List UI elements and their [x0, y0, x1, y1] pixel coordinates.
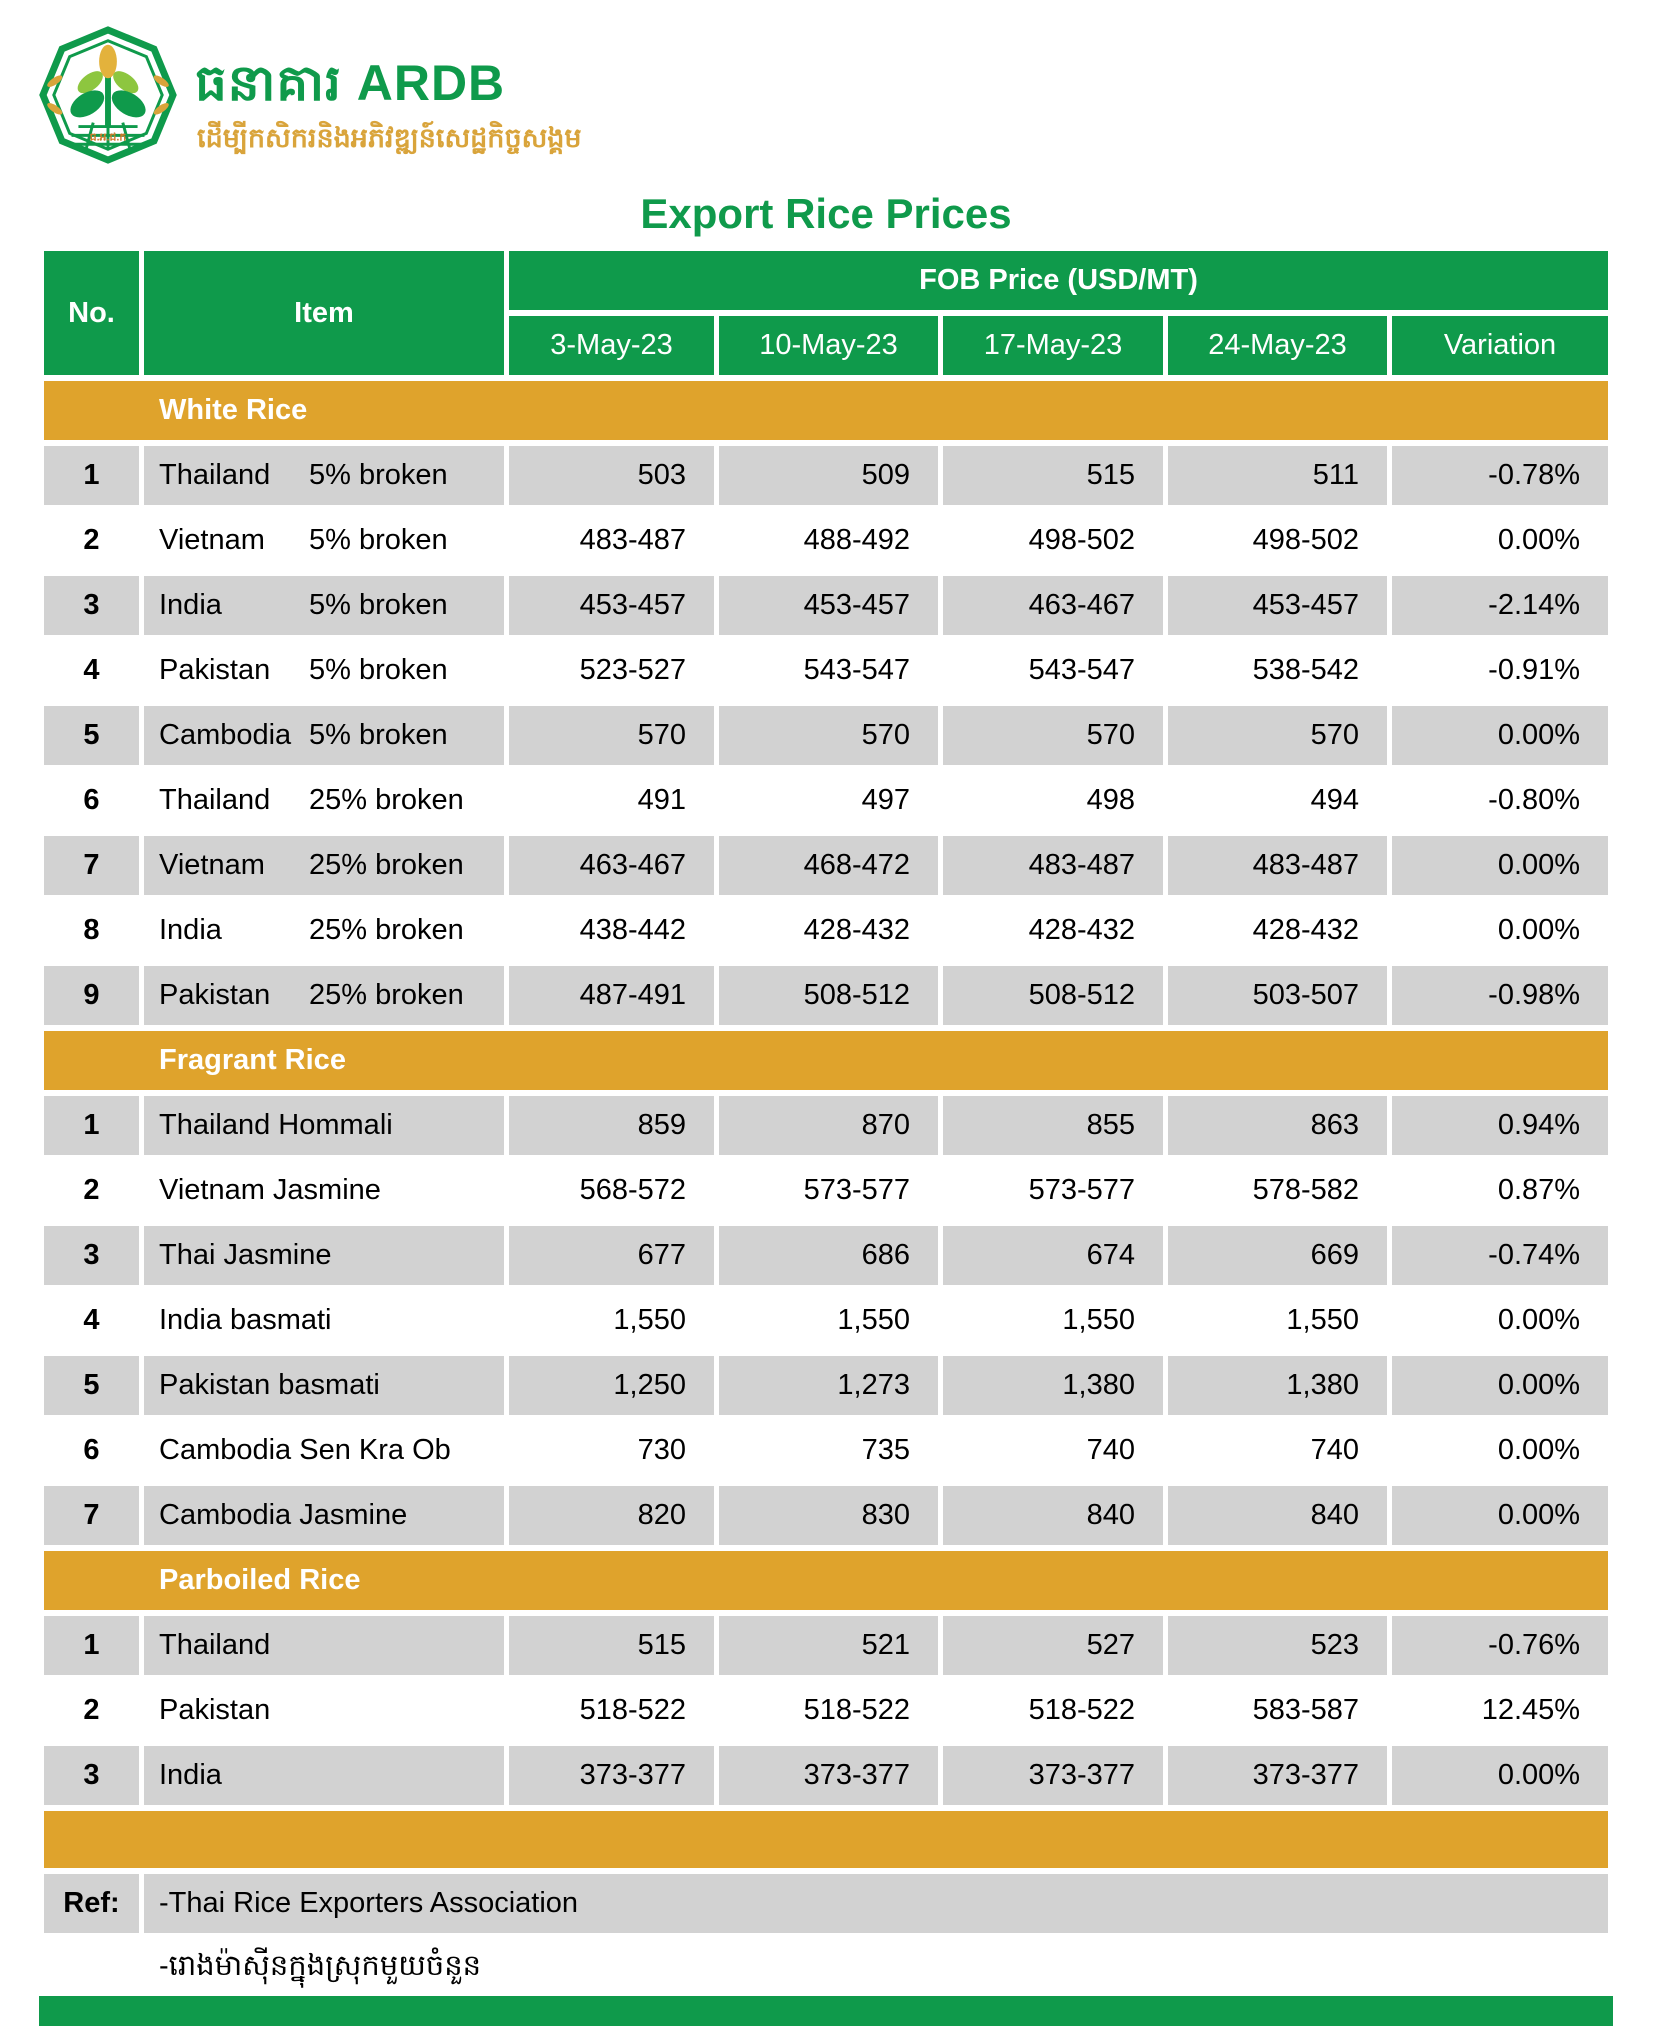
col-header-item: Item — [144, 251, 504, 375]
item-grade: 5% broken — [309, 654, 448, 686]
brand-khmer-name: ធនាគារ — [195, 55, 342, 111]
price-cell-2: 497 — [719, 771, 938, 830]
row-number: 2 — [44, 1681, 139, 1740]
item-cell — [144, 1356, 504, 1415]
price-cell-4: 511 — [1168, 446, 1387, 505]
price-cell-4: 1,550 — [1168, 1291, 1387, 1350]
variation-cell: -0.76% — [1392, 1616, 1608, 1675]
khmer-note-spacer — [44, 1939, 139, 1998]
price-cell-2: 518-522 — [719, 1681, 938, 1740]
variation-cell: -0.91% — [1392, 641, 1608, 700]
price-cell-1: 1,250 — [509, 1356, 714, 1415]
price-cell-4: 740 — [1168, 1421, 1387, 1480]
table-row — [44, 1096, 1608, 1155]
ardb-emblem-icon — [39, 26, 177, 164]
item-cell — [144, 706, 504, 765]
price-cell-1: 373-377 — [509, 1746, 714, 1805]
row-number: 4 — [44, 1291, 139, 1350]
price-cell-2: 570 — [719, 706, 938, 765]
item-cell — [144, 576, 504, 635]
variation-cell: -0.80% — [1392, 771, 1608, 830]
col-header-date-3: 17-May-23 — [943, 316, 1163, 375]
item-country: Vietnam — [159, 524, 265, 556]
price-cell-2: 468-472 — [719, 836, 938, 895]
khmer-note-text: -រោងម៉ាស៊ីនក្នុងស្រុកមួយចំនួន — [159, 1949, 482, 1982]
table-row — [44, 1681, 1608, 1740]
table-row — [44, 576, 1608, 635]
variation-cell: 0.00% — [1392, 836, 1608, 895]
price-cell-1: 483-487 — [509, 511, 714, 570]
empty-orange-bar — [44, 1811, 1608, 1868]
price-cell-4: 494 — [1168, 771, 1387, 830]
row-number: 1 — [44, 1616, 139, 1675]
table-row — [44, 1356, 1608, 1415]
item-cell — [144, 446, 504, 505]
item-cell — [144, 511, 504, 570]
row-number: 5 — [44, 706, 139, 765]
row-number: 1 — [44, 1096, 139, 1155]
row-number: 3 — [44, 1226, 139, 1285]
item-label: Pakistan basmati — [159, 1369, 380, 1401]
variation-cell: 0.00% — [1392, 1421, 1608, 1480]
price-cell-3: 527 — [943, 1616, 1163, 1675]
row-number: 3 — [44, 576, 139, 635]
price-cell-2: 686 — [719, 1226, 938, 1285]
price-cell-3: 515 — [943, 446, 1163, 505]
price-cell-4: 453-457 — [1168, 576, 1387, 635]
variation-cell: 0.00% — [1392, 1356, 1608, 1415]
table-row — [44, 1226, 1608, 1285]
price-cell-3: 573-577 — [943, 1161, 1163, 1220]
price-cell-2: 870 — [719, 1096, 938, 1155]
price-cell-2: 488-492 — [719, 511, 938, 570]
item-label: Thailand — [159, 1629, 271, 1661]
price-cell-1: 463-467 — [509, 836, 714, 895]
row-number: 8 — [44, 901, 139, 960]
emblem-acronym-text: ធ.អ.ជ.ក — [89, 131, 127, 144]
price-cell-2: 830 — [719, 1486, 938, 1545]
ref-label: Ref: — [44, 1874, 139, 1933]
price-cell-2: 543-547 — [719, 641, 938, 700]
price-cell-3: 483-487 — [943, 836, 1163, 895]
item-grade: 25% broken — [309, 849, 464, 881]
price-cell-2: 428-432 — [719, 901, 938, 960]
brand-name — [195, 52, 505, 125]
col-header-fob-group: FOB Price (USD/MT) — [509, 251, 1608, 310]
variation-cell: 12.45% — [1392, 1681, 1608, 1740]
table-row — [44, 1616, 1608, 1675]
section-header-row — [44, 1031, 1608, 1090]
item-cell — [144, 1681, 504, 1740]
item-grade: 5% broken — [309, 459, 448, 491]
row-number: 7 — [44, 836, 139, 895]
price-cell-2: 1,550 — [719, 1291, 938, 1350]
price-cell-1: 677 — [509, 1226, 714, 1285]
variation-cell: 0.00% — [1392, 1486, 1608, 1545]
price-cell-1: 438-442 — [509, 901, 714, 960]
row-number: 2 — [44, 511, 139, 570]
price-cell-2: 735 — [719, 1421, 938, 1480]
item-grade: 5% broken — [309, 589, 448, 621]
item-cell — [144, 771, 504, 830]
col-header-no: No. — [44, 251, 139, 375]
item-cell — [144, 1421, 504, 1480]
variation-cell: -2.14% — [1392, 576, 1608, 635]
item-label: Cambodia Sen Kra Ob — [159, 1434, 451, 1466]
price-cell-1: 570 — [509, 706, 714, 765]
row-number: 2 — [44, 1161, 139, 1220]
item-country: Thailand — [159, 784, 271, 816]
price-cell-2: 508-512 — [719, 966, 938, 1025]
variation-cell: -0.98% — [1392, 966, 1608, 1025]
price-cell-4: 578-582 — [1168, 1161, 1387, 1220]
price-cell-2: 373-377 — [719, 1746, 938, 1805]
price-cell-4: 538-542 — [1168, 641, 1387, 700]
item-country: Thailand — [159, 459, 271, 491]
page-title: Export Rice Prices — [640, 190, 1012, 237]
row-number: 9 — [44, 966, 139, 1025]
row-number: 5 — [44, 1356, 139, 1415]
table-row — [44, 901, 1608, 960]
item-label: Vietnam Jasmine — [159, 1174, 381, 1206]
item-cell — [144, 1486, 504, 1545]
price-cell-1: 518-522 — [509, 1681, 714, 1740]
item-grade: 5% broken — [309, 719, 448, 751]
item-label: Pakistan — [159, 1694, 271, 1726]
table-row — [44, 446, 1608, 505]
item-cell — [144, 836, 504, 895]
price-cell-4: 583-587 — [1168, 1681, 1387, 1740]
variation-cell: 0.00% — [1392, 706, 1608, 765]
price-cell-4: 1,380 — [1168, 1356, 1387, 1415]
variation-cell: 0.94% — [1392, 1096, 1608, 1155]
price-cell-2: 453-457 — [719, 576, 938, 635]
price-cell-2: 1,273 — [719, 1356, 938, 1415]
price-cell-3: 428-432 — [943, 901, 1163, 960]
section-title: Fragrant Rice — [44, 1031, 1608, 1090]
table-row — [44, 1421, 1608, 1480]
row-number: 4 — [44, 641, 139, 700]
price-cell-1: 859 — [509, 1096, 714, 1155]
item-label: India — [159, 1759, 222, 1791]
export-rice-price-table — [39, 245, 1613, 2004]
price-cell-2: 509 — [719, 446, 938, 505]
table-row — [44, 511, 1608, 570]
price-cell-3: 840 — [943, 1486, 1163, 1545]
col-header-variation: Variation — [1392, 316, 1608, 375]
price-cell-4: 498-502 — [1168, 511, 1387, 570]
price-cell-4: 570 — [1168, 706, 1387, 765]
variation-cell: 0.00% — [1392, 901, 1608, 960]
table-row — [44, 706, 1608, 765]
section-header-row — [44, 1551, 1608, 1610]
section-title: Parboiled Rice — [44, 1551, 1608, 1610]
price-cell-3: 570 — [943, 706, 1163, 765]
table-row — [44, 1161, 1608, 1220]
section-title: White Rice — [44, 381, 1608, 440]
variation-cell: -0.74% — [1392, 1226, 1608, 1285]
price-cell-3: 674 — [943, 1226, 1163, 1285]
table-row — [44, 641, 1608, 700]
table-row — [44, 1291, 1608, 1350]
row-number: 1 — [44, 446, 139, 505]
item-country: India — [159, 914, 222, 946]
price-cell-3: 740 — [943, 1421, 1163, 1480]
row-number: 7 — [44, 1486, 139, 1545]
price-cell-1: 568-572 — [509, 1161, 714, 1220]
price-cell-3: 1,550 — [943, 1291, 1163, 1350]
item-grade: 25% broken — [309, 979, 464, 1011]
price-cell-2: 573-577 — [719, 1161, 938, 1220]
table-row — [44, 836, 1608, 895]
price-cell-3: 498-502 — [943, 511, 1163, 570]
item-country: Cambodia — [159, 719, 292, 751]
variation-cell: 0.00% — [1392, 1291, 1608, 1350]
price-cell-1: 515 — [509, 1616, 714, 1675]
item-cell — [144, 1291, 504, 1350]
item-cell — [144, 1746, 504, 1805]
price-cell-1: 523-527 — [509, 641, 714, 700]
spacer-section-row — [44, 1811, 1608, 1868]
price-cell-1: 453-457 — [509, 576, 714, 635]
table-row — [44, 771, 1608, 830]
footer-green-bar — [39, 1996, 1613, 2026]
price-cell-1: 1,550 — [509, 1291, 714, 1350]
variation-cell: 0.00% — [1392, 511, 1608, 570]
price-cell-4: 428-432 — [1168, 901, 1387, 960]
row-number: 6 — [44, 771, 139, 830]
ardb-logo — [39, 26, 679, 166]
price-cell-3: 855 — [943, 1096, 1163, 1155]
item-cell — [144, 641, 504, 700]
price-cell-1: 730 — [509, 1421, 714, 1480]
price-cell-4: 863 — [1168, 1096, 1387, 1155]
table-row — [44, 966, 1608, 1025]
price-cell-2: 521 — [719, 1616, 938, 1675]
price-cell-1: 487-491 — [509, 966, 714, 1025]
price-cell-4: 483-487 — [1168, 836, 1387, 895]
item-cell — [144, 1616, 504, 1675]
khmer-note-row — [44, 1939, 1608, 1998]
col-header-date-4: 24-May-23 — [1168, 316, 1387, 375]
price-cell-3: 498 — [943, 771, 1163, 830]
ref-text: -Thai Rice Exporters Association — [144, 1874, 1608, 1933]
price-cell-4: 840 — [1168, 1486, 1387, 1545]
price-cell-1: 503 — [509, 446, 714, 505]
variation-cell: -0.78% — [1392, 446, 1608, 505]
brand-latin-name: ARDB — [356, 55, 506, 111]
item-cell — [144, 966, 504, 1025]
variation-cell: 0.00% — [1392, 1746, 1608, 1805]
item-label: Thailand Hommali — [159, 1109, 393, 1141]
item-country: Vietnam — [159, 849, 265, 881]
price-cell-4: 373-377 — [1168, 1746, 1387, 1805]
item-cell — [144, 1226, 504, 1285]
item-label: Thai Jasmine — [159, 1239, 332, 1271]
price-cell-3: 543-547 — [943, 641, 1163, 700]
reference-row — [44, 1874, 1608, 1933]
item-grade: 25% broken — [309, 784, 464, 816]
variation-cell: 0.87% — [1392, 1161, 1608, 1220]
col-header-date-1: 3-May-23 — [509, 316, 714, 375]
price-cell-1: 820 — [509, 1486, 714, 1545]
price-cell-4: 523 — [1168, 1616, 1387, 1675]
price-cell-3: 508-512 — [943, 966, 1163, 1025]
price-cell-3: 1,380 — [943, 1356, 1163, 1415]
item-grade: 25% broken — [309, 914, 464, 946]
item-cell — [144, 1161, 504, 1220]
price-cell-4: 669 — [1168, 1226, 1387, 1285]
price-cell-3: 463-467 — [943, 576, 1163, 635]
header-row-1 — [44, 251, 1608, 310]
brand-tagline: ដើម្បីកសិករនិងអភិវឌ្ឍន៍សេដ្ឋកិច្ចសង្គម — [197, 123, 582, 153]
item-country: India — [159, 589, 222, 621]
item-country: Pakistan — [159, 654, 271, 686]
table-row — [44, 1486, 1608, 1545]
item-label: India basmati — [159, 1304, 332, 1336]
item-grade: 5% broken — [309, 524, 448, 556]
item-cell — [144, 901, 504, 960]
row-number: 3 — [44, 1746, 139, 1805]
item-country: Pakistan — [159, 979, 271, 1011]
table-row — [44, 1746, 1608, 1805]
row-number: 6 — [44, 1421, 139, 1480]
item-cell — [144, 1096, 504, 1155]
item-label: Cambodia Jasmine — [159, 1499, 408, 1531]
price-cell-3: 373-377 — [943, 1746, 1163, 1805]
price-cell-4: 503-507 — [1168, 966, 1387, 1025]
price-cell-3: 518-522 — [943, 1681, 1163, 1740]
price-cell-1: 491 — [509, 771, 714, 830]
col-header-date-2: 10-May-23 — [719, 316, 938, 375]
section-header-row — [44, 381, 1608, 440]
